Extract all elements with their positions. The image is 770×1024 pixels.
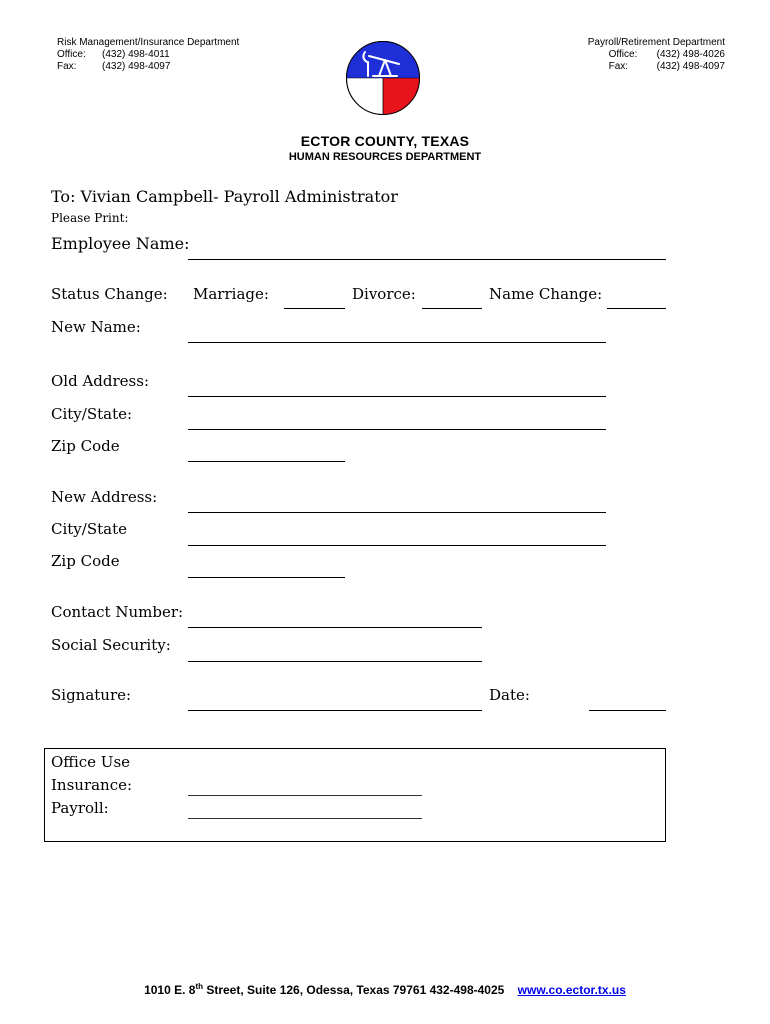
employee-name-field[interactable] xyxy=(188,259,666,260)
county-seal-icon xyxy=(345,40,421,116)
contact-number-label: Contact Number: xyxy=(51,603,184,621)
divorce-field[interactable] xyxy=(422,308,482,309)
payroll-office-phone: (432) 498-4026 xyxy=(656,49,725,60)
footer-address-post: Street, Suite 126, Odessa, Texas 79761 432-498-4025 xyxy=(203,983,505,997)
payroll-office-label: Office: xyxy=(608,49,638,60)
new-city-state-label: City/State xyxy=(51,520,127,538)
name-change-field[interactable] xyxy=(607,308,666,309)
insurance-field[interactable] xyxy=(188,795,422,796)
old-address-field[interactable] xyxy=(188,396,606,397)
footer-address-sup: th xyxy=(195,982,203,991)
insurance-label: Insurance: xyxy=(51,776,133,794)
date-label: Date: xyxy=(489,686,530,704)
recipient-line: To: Vivian Campbell- Payroll Administrator xyxy=(51,187,398,206)
payroll-label: Payroll: xyxy=(51,799,109,817)
signature-field[interactable] xyxy=(188,710,482,711)
old-address-label: Old Address: xyxy=(51,372,149,390)
page-title: ECTOR COUNTY, TEXAS xyxy=(300,133,470,149)
new-name-label: New Name: xyxy=(51,318,141,336)
payroll-field[interactable] xyxy=(188,818,422,819)
social-security-field[interactable] xyxy=(188,661,482,662)
new-address-label: New Address: xyxy=(51,488,158,506)
risk-fax-label: Fax: xyxy=(57,61,77,72)
new-zip-label: Zip Code xyxy=(51,552,120,570)
date-field[interactable] xyxy=(589,710,666,711)
payroll-fax-phone: (432) 498-4097 xyxy=(656,61,725,72)
divorce-label: Divorce: xyxy=(352,285,416,303)
old-zip-field[interactable] xyxy=(188,461,345,462)
footer-website-link[interactable]: www.co.ector.tx.us xyxy=(517,983,626,997)
new-name-field[interactable] xyxy=(188,342,606,343)
please-print-note: Please Print: xyxy=(51,211,129,225)
new-address-field[interactable] xyxy=(188,512,606,513)
payroll-fax-label: Fax: xyxy=(608,61,629,72)
signature-label: Signature: xyxy=(51,686,132,704)
marriage-label: Marriage: xyxy=(193,285,269,303)
contact-number-field[interactable] xyxy=(188,627,482,628)
office-use-heading: Office Use xyxy=(51,753,131,771)
header-right-contact xyxy=(588,37,725,73)
social-security-label: Social Security: xyxy=(51,636,171,654)
header-left-contact xyxy=(57,37,239,73)
risk-office-phone: (432) 498-4011 xyxy=(102,49,170,60)
new-city-state-field[interactable] xyxy=(188,545,606,546)
old-zip-label: Zip Code xyxy=(51,437,120,455)
risk-fax-phone: (432) 498-4097 xyxy=(102,61,171,72)
new-zip-field[interactable] xyxy=(188,577,345,578)
page-subtitle: HUMAN RESOURCES DEPARTMENT xyxy=(288,151,482,163)
risk-dept-name: Risk Management/Insurance Department xyxy=(57,37,240,48)
risk-office-label: Office: xyxy=(57,49,86,60)
footer-address-pre: 1010 E. 8 xyxy=(144,983,196,997)
old-city-state-field[interactable] xyxy=(188,429,606,430)
name-change-label: Name Change: xyxy=(489,285,603,303)
payroll-dept-name: Payroll/Retirement Department xyxy=(587,37,725,48)
status-change-label: Status Change: xyxy=(51,285,168,303)
footer-address xyxy=(0,982,770,997)
old-city-state-label: City/State: xyxy=(51,405,133,423)
employee-name-label: Employee Name: xyxy=(51,234,190,253)
marriage-field[interactable] xyxy=(284,308,345,309)
